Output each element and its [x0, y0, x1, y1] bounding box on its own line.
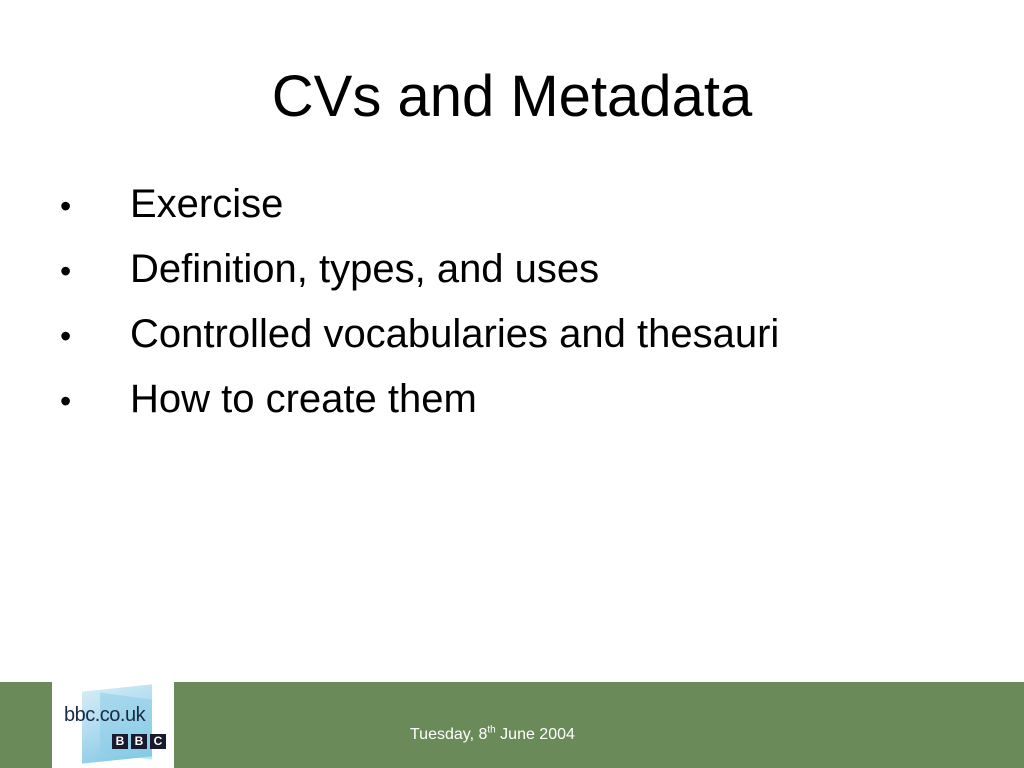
slide-title: CVs and Metadata [271, 64, 753, 129]
bullet-text: Definition, types, and uses [130, 247, 600, 291]
bbc-block: B [112, 734, 128, 749]
date-suffix: June 2004 [495, 726, 575, 743]
bullet-icon: • [60, 318, 72, 354]
bullet-text: Controlled vocabularies and thesauri [130, 312, 780, 356]
bullet-text: How to create them [130, 377, 477, 421]
bullet-text: Exercise [130, 182, 284, 226]
date-superscript: th [487, 724, 496, 736]
bbc-logo [52, 682, 174, 768]
logo-text: bbc.co.uk [64, 704, 146, 726]
bullet-icon: • [60, 188, 72, 224]
bullet-icon: • [60, 383, 72, 419]
bullet-icon: • [60, 253, 72, 289]
bullet-item [60, 312, 779, 377]
bullet-list [60, 182, 779, 442]
bbc-block: C [150, 734, 166, 749]
bullet-item [60, 182, 779, 247]
bbc-block: B [131, 734, 147, 749]
bbc-blocks [112, 734, 166, 749]
bullet-item [60, 377, 779, 442]
footer-date [410, 726, 575, 744]
bullet-item [60, 247, 779, 312]
date-prefix: Tuesday, 8 [410, 726, 488, 743]
